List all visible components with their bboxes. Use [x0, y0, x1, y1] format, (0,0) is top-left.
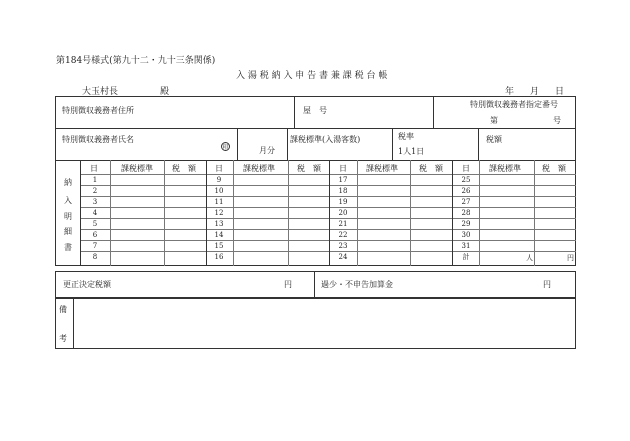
- col2-day-header: 日: [215, 164, 223, 173]
- tax-amount-label: 税額: [486, 135, 502, 144]
- designation-no-right: 号: [553, 116, 561, 125]
- day-cell: 31: [461, 242, 471, 250]
- day-cell: 9: [216, 176, 222, 184]
- col1-base-header: 課税標準: [121, 164, 153, 173]
- designation-label: 特別徴収義務者指定番号: [470, 100, 558, 109]
- revised-unit: 円: [284, 280, 292, 289]
- honorific: 殿: [160, 87, 170, 97]
- date-month: 月: [530, 87, 540, 97]
- remarks-label-2: 考: [59, 334, 67, 343]
- name-label: 特別徴収義務者氏名: [62, 135, 134, 144]
- trade-name-label: 屋 号: [303, 106, 327, 115]
- designation-no-left: 第: [490, 116, 498, 125]
- day-cell: 20: [338, 209, 348, 217]
- day-cell: 30: [461, 231, 471, 239]
- col3-tax-header: 税 額: [419, 164, 443, 173]
- day-cell: 5: [92, 220, 98, 228]
- day-cell: 18: [338, 187, 348, 195]
- revised-label: 更正決定税額: [63, 280, 111, 289]
- tax-base-label: 課税標準(入湯客数): [290, 135, 361, 144]
- day-cell: 1: [92, 176, 98, 184]
- day-cell: 7: [92, 242, 98, 250]
- day-cell: 29: [461, 220, 471, 228]
- day-cell: 26: [461, 187, 471, 195]
- day-cell: 2: [92, 187, 98, 195]
- day-cell: 16: [214, 253, 224, 261]
- remarks-label-1: 備: [59, 305, 67, 314]
- tax-rate-label: 税率: [398, 132, 414, 141]
- detail-label-4: 細: [64, 227, 72, 236]
- form-number: 第184号様式(第九十二・九十三条関係): [56, 56, 216, 66]
- detail-label-2: 入: [64, 196, 72, 205]
- detail-label-1: 納: [64, 178, 72, 187]
- date-year: 年: [505, 87, 515, 97]
- col4-tax-header: 税 額: [542, 164, 566, 173]
- day-cell: 28: [461, 209, 471, 217]
- page-title: 入 湯 税 納 入 申 告 書 兼 課 税 台 帳: [236, 71, 388, 81]
- col3-base-header: 課税標準: [366, 164, 398, 173]
- col3-day-header: 日: [339, 164, 347, 173]
- total-people-unit: 人: [526, 254, 533, 262]
- day-cell: 6: [92, 231, 98, 239]
- col4-base-header: 課税標準: [489, 164, 521, 173]
- day-cell: 21: [338, 220, 348, 228]
- penalty-unit: 円: [543, 280, 551, 289]
- day-cell: 8: [92, 253, 98, 261]
- tax-rate-value: 1人1日: [398, 147, 425, 156]
- day-cell: 17: [338, 176, 348, 184]
- penalty-label: 過少・不申告加算金: [321, 280, 393, 289]
- day-cell: 4: [92, 209, 98, 217]
- date-day: 日: [555, 87, 565, 97]
- detail-label-5: 書: [64, 243, 72, 252]
- day-cell: 24: [338, 253, 348, 261]
- seal-mark: 印: [222, 144, 229, 151]
- day-cell: 25: [461, 176, 471, 184]
- detail-label-3: 明: [64, 212, 72, 221]
- col2-base-header: 課税標準: [243, 164, 275, 173]
- day-cell: 19: [338, 198, 348, 206]
- day-cell: 23: [338, 242, 348, 250]
- col4-day-header: 日: [462, 164, 470, 173]
- day-cell: 12: [214, 209, 224, 217]
- col1-day-header: 日: [90, 164, 98, 173]
- day-cell: 11: [214, 198, 224, 206]
- day-cell: 15: [214, 242, 224, 250]
- recipient: 大玉村長: [82, 87, 119, 97]
- month-part: 月分: [259, 146, 275, 155]
- day-cell: 3: [92, 198, 98, 206]
- col2-tax-header: 税 額: [297, 164, 321, 173]
- col1-tax-header: 税 額: [172, 164, 196, 173]
- revised-section: [55, 271, 576, 298]
- day-cell: 10: [214, 187, 224, 195]
- total-yen-unit: 円: [567, 254, 574, 262]
- day-cell: 22: [338, 231, 348, 239]
- day-cell: 27: [461, 198, 471, 206]
- total-label: 計: [462, 253, 470, 261]
- day-cell: 14: [214, 231, 224, 239]
- address-label: 特別徴収義務者住所: [62, 106, 134, 115]
- day-cell: 13: [214, 220, 224, 228]
- remarks-section: [55, 298, 576, 349]
